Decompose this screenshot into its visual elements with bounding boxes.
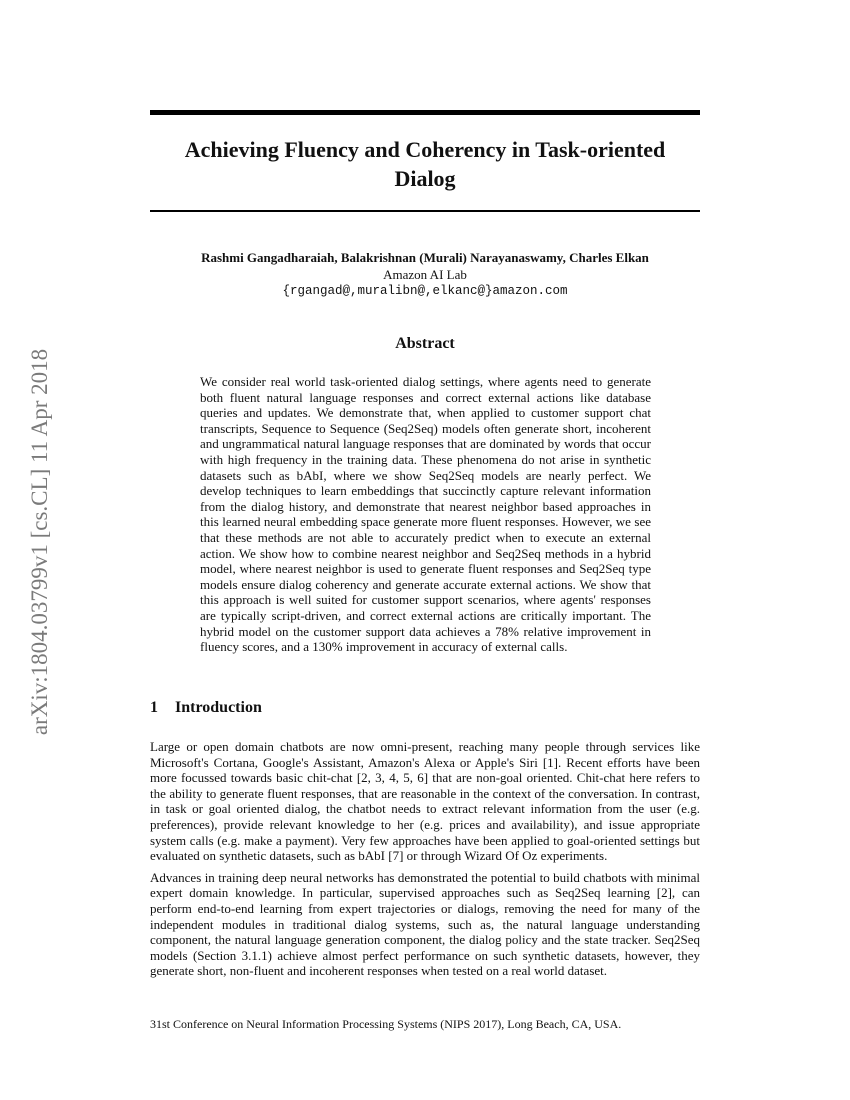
section-number: 1 — [150, 699, 158, 716]
section-title: Introduction — [175, 699, 262, 716]
abstract-text: We consider real world task-oriented dialog settings, where agents need to generate both fluent natural language responses and correct external actions like database queries and updates. We demonstrate that, when applied to customer support chat transcripts, Sequence to Sequence (Seq2Seq) models often generate short, incoherent and ungrammatical natural language responses that are dominated by words that occur with high frequency in the training data. These phenomena do not arise in synthetic datasets such as bAbI, where we show Seq2Seq models are nearly perfect. We develop techniques to learn embeddings that succinctly capture relevant information from the dialog history, and demonstrate that nearest neighbor based approaches in this learned neural embedding space generate more fluent responses. However, we see that these methods are not able to accurately predict when to execute an external action. We show how to combine nearest neighbor and Seq2Seq methods in a hybrid model, where nearest neighbor is used to generate fluent responses and Seq2Seq type models ensure dialog coherency and generate accurate external actions. We show that this approach is well suited for customer support scenarios, where agents' responses are typically script-driven, and correct external actions are critically important. The hybrid model on the customer support data achieves a 78% relative improvement in fluency scores, and a 130% improvement in accuracy of external calls. — [200, 374, 651, 655]
section-heading-introduction — [150, 699, 262, 717]
author-names: Rashmi Gangadharaiah, Balakrishnan (Murali) Narayanaswamy, Charles Elkan — [201, 250, 649, 265]
introduction-body — [150, 739, 700, 985]
title-bottom-rule — [150, 210, 700, 212]
author-affiliation: Amazon AI Lab — [383, 267, 467, 282]
paper-title-line-2: Dialog — [394, 166, 456, 191]
paper-title — [150, 135, 700, 193]
author-emails: {rgangad@,muralibn@,elkanc@}amazon.com — [282, 284, 568, 298]
introduction-paragraph: Large or open domain chatbots are now omni-present, reaching many people through services like Microsoft's Cortana, Google's Assistant, Amazon's Alexa or Apple's Siri [1]. Recent efforts have been more focussed towards basic chit-chat [2, 3, 4, 5, 6] that are non-goal oriented. Chit-chat here refers to the ability to generate fluent responses, that are reasonable in the context of the conversation. In contrast, in task or goal oriented dialog, the chatbot needs to extract relevant information from the user (e.g. preferences), provide relevant knowledge to her (e.g. prices and availability), and issue appropriate system calls (e.g. make a payment). Very few approaches have been applied to goal-oriented settings but evaluated on synthetic datasets, such as bAbI [7] or through Wizard Of Oz experiments. — [150, 739, 700, 864]
conference-footnote: 31st Conference on Neural Information Processing Systems (NIPS 2017), Long Beach, CA, USA. — [150, 1017, 622, 1031]
arxiv-identifier-stamp: arXiv:1804.03799v1 [cs.CL] 11 Apr 2018 — [27, 348, 52, 736]
title-top-rule — [150, 110, 700, 115]
author-block — [150, 249, 700, 300]
introduction-paragraph: Advances in training deep neural networks has demonstrated the potential to build chatbots with minimal expert domain knowledge. In particular, supervised approaches such as Seq2Seq learning [2], can perform end-to-end learning from expert trajectories or dialogs, removing the need for many of the independent modules in traditional dialog systems, such as, the natural language understanding component, the natural language generation component, the dialog policy and the state tracker. Seq2Seq models (Section 3.1.1) achieve almost perfect performance on such synthetic datasets, however, they generate short, non-fluent and incoherent responses when tested on a real world dataset. — [150, 869, 700, 979]
paper-title-line-1: Achieving Fluency and Coherency in Task-oriented — [184, 137, 666, 162]
abstract-heading: Abstract — [395, 335, 455, 352]
